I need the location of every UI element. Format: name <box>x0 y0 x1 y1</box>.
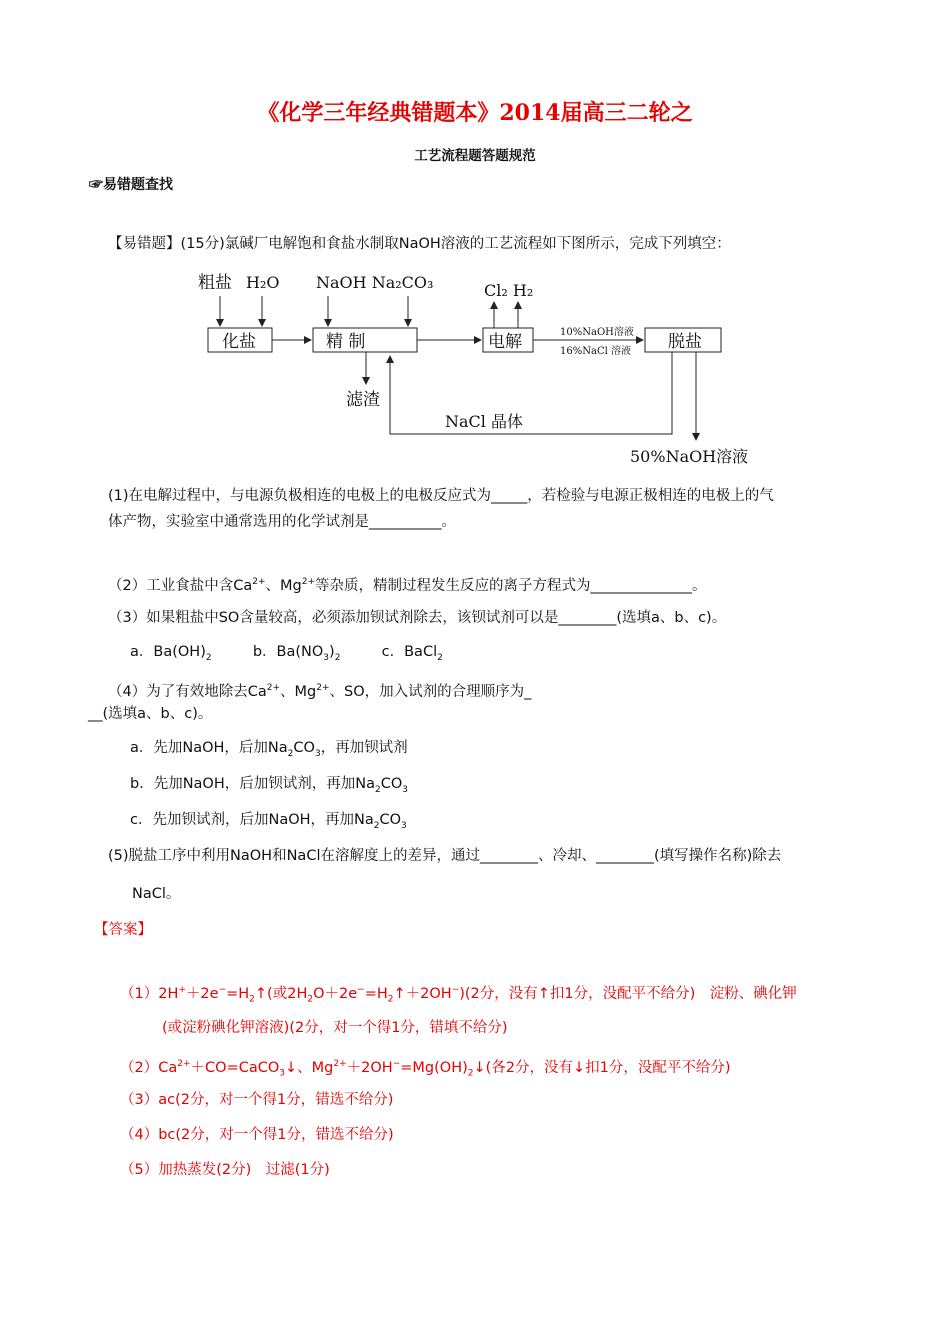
answer-header: 【答案】 <box>94 922 152 938</box>
q1-line2: 体产物，实验室中通常选用的化学试剂是__________。 <box>108 514 456 530</box>
q5-line2: NaCl。 <box>132 886 181 902</box>
page-title: 《化学三年经典错题本》2014届高三二轮之 <box>257 100 693 126</box>
q3-option-c: c．BaCl$_2$ <box>381 644 443 663</box>
naoh-50-label: 50%NaOH溶液 <box>630 447 749 466</box>
reagents-label: NaOH Na₂CO₃ <box>316 273 434 292</box>
q4-line1: （4）为了有效地除去$Ca^{2+}$、$Mg^{2+}$、SO，加入试剂的合理顺序为_ <box>108 683 532 700</box>
refine-box: 精 制 <box>326 332 366 352</box>
crude-salt-label: 粗盐 <box>198 273 232 293</box>
gases-label: Cl₂ H₂ <box>484 281 534 300</box>
pointing-hand-icon: ☞ <box>89 177 103 193</box>
nacl-16-label: 16%NaCl 溶液 <box>560 346 631 357</box>
section-heading <box>89 174 173 194</box>
q1-line1: (1)在电解过程中，与电源负极相连的电极上的电极反应式为_____，若检验与电源正极相连的电极上的气 <box>108 488 774 504</box>
q3-option-b: b．$Ba(NO_3)_2$ <box>252 644 341 663</box>
section-label: 易错题查找 <box>103 177 173 193</box>
answer-4: （4）bc(2分，对一个得1分，错选不给分) <box>120 1127 394 1143</box>
answer-1-line2: (或淀粉碘化钾溶液)(2分，对一个得1分，错填不给分) <box>162 1020 508 1036</box>
q4-option-a: a．先加NaOH，后加$Na_2CO_3$，再加钡试剂 <box>130 740 408 759</box>
q3-line: （3）如果粗盐中SO含量较高，必须添加钡试剂除去，该钡试剂可以是________(选填a、b、c)。 <box>108 610 727 626</box>
q4-line2: __(选填a、b、c)。 <box>88 706 213 722</box>
page-subtitle: 工艺流程题答题规范 <box>414 148 536 164</box>
answer-2: $(2)Ca^{2+}+CO=CaCO_3↓$、$Mg^{2+}+2OH^-=Mg(OH)_2↓$(各2分，没有↓扣1分，没配平不给分) <box>120 1059 731 1079</box>
naoh-10-label: 10%NaOH溶液 <box>560 327 634 338</box>
residue-label: 滤渣 <box>346 390 380 410</box>
water-label: H₂O <box>246 273 280 292</box>
q5-line1: (5)脱盐工序中利用NaOH和NaCl在溶解度上的差异，通过________、冷却、________(填写操作名称)除去 <box>108 848 782 864</box>
answer-5: （5）加热蒸发(2分) 过滤(1分) <box>120 1162 330 1178</box>
process-flow-diagram <box>190 262 770 472</box>
q4-option-c: c．先加钡试剂，后加NaOH，再加$Na_2CO_3$ <box>130 812 407 831</box>
dissolve-box: 化盐 <box>222 332 256 352</box>
q4-option-b: b．先加NaOH，后加钡试剂，再加$Na_2CO_3$ <box>130 776 408 795</box>
answer-3: （3）ac(2分，对一个得1分，错选不给分) <box>120 1092 394 1108</box>
question-intro: 【易错题】(15分)氯碱厂电解饱和食盐水制取NaOH溶液的工艺流程如下图所示，完成下列填空： <box>108 236 731 252</box>
nacl-crystal-label: NaCl 晶体 <box>445 412 523 431</box>
electrolysis-box: 电解 <box>488 332 522 352</box>
q2-line: （2）工业食盐中含$Ca^{2+}$、$Mg^{2+}$等杂质，精制过程发生反应的离子方程式为______________。 <box>108 577 707 594</box>
answer-1-line1: $(1)2H^++2e^-=H_2↑$(或$2H_2O+2e^-=H_2↑+2OH^-)(2$分，没有↑扣1分，没配平不给分) 淀粉、碘化钾 <box>120 985 797 1005</box>
desalt-box: 脱盐 <box>668 332 702 352</box>
q3-option-a: a．$Ba(OH)_2$ <box>130 644 212 663</box>
q3-options <box>130 642 443 668</box>
